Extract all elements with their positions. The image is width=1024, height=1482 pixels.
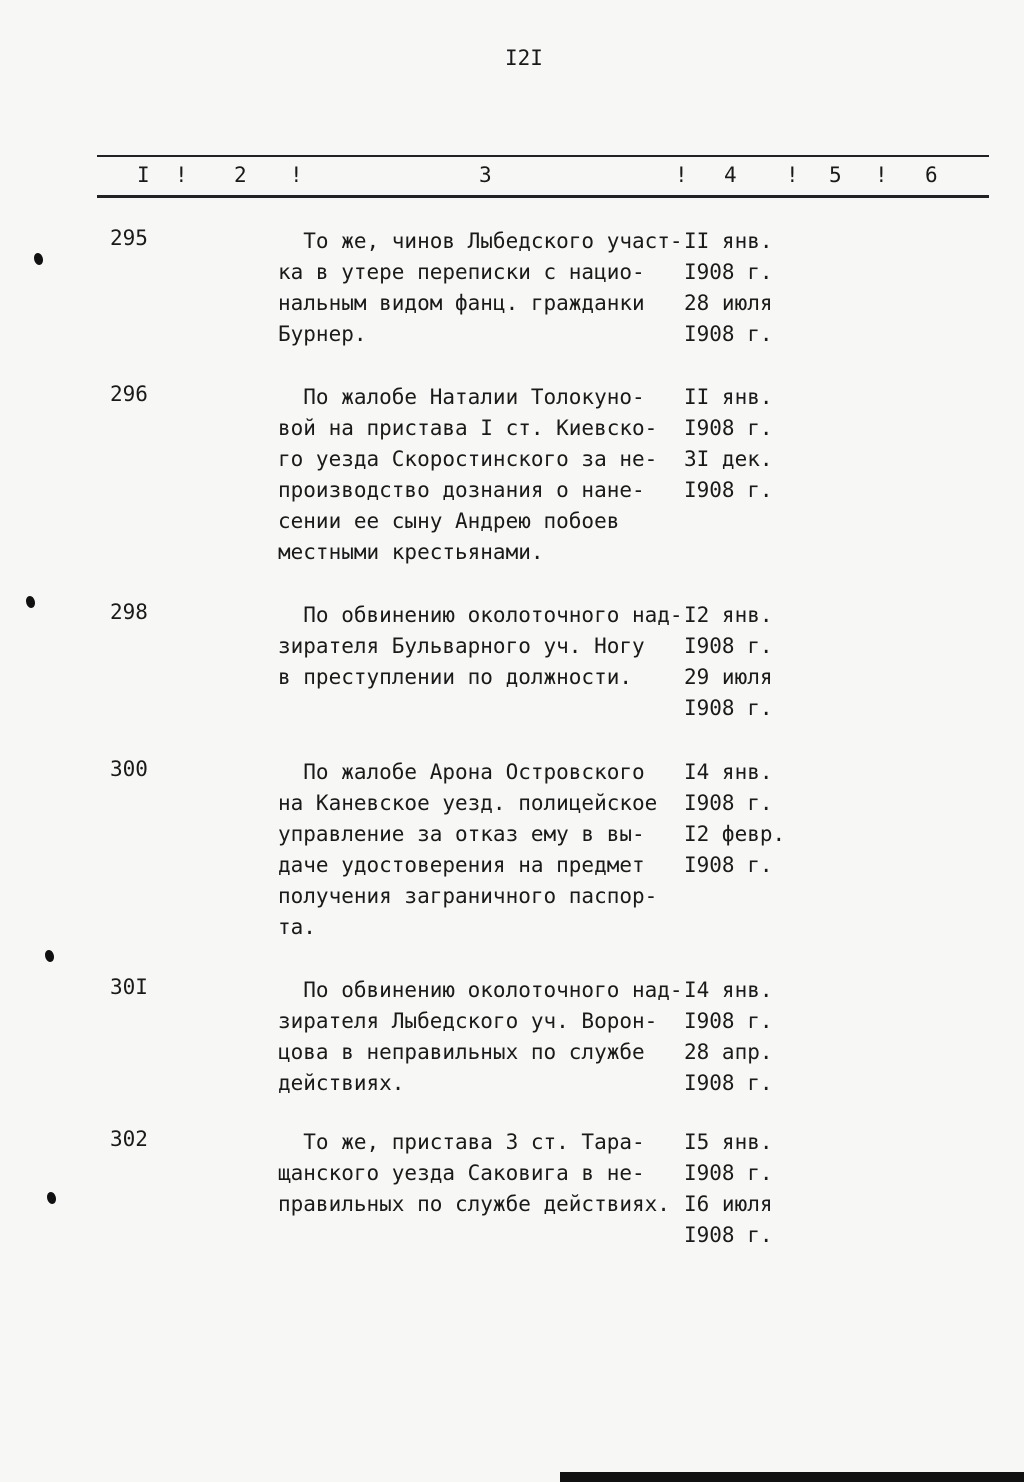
text-line: на Каневское уезд. полицейское [278, 791, 658, 815]
text-line: По обвинению околоточного над- [278, 603, 683, 627]
date-line: I908 г. [684, 791, 773, 815]
text-line: Бурнер. [278, 322, 367, 346]
text-line: По обвинению околоточного над- [278, 978, 683, 1002]
record-number: 296 [110, 382, 148, 406]
column-header-5: 5 [829, 163, 842, 187]
record-description [278, 1127, 688, 1251]
table-header-rule [97, 195, 989, 198]
text-line: То же, чинов Лыбедского участ- [278, 229, 683, 253]
scan-edge [560, 1472, 1024, 1482]
date-line: I4 янв. [684, 978, 773, 1002]
date-line: I908 г. [684, 696, 773, 720]
record-number: 300 [110, 757, 148, 781]
date-line: I908 г. [684, 416, 773, 440]
text-line: в преступлении по должности. [278, 665, 633, 689]
date-line: I908 г. [684, 1223, 773, 1247]
date-line: I908 г. [684, 853, 773, 877]
column-header-row [0, 163, 1024, 191]
date-line: II янв. [684, 229, 773, 253]
record-number: 302 [110, 1127, 148, 1151]
column-separator: ! [675, 163, 688, 187]
text-line: производство дознания о нане- [278, 478, 645, 502]
record-description [278, 757, 688, 943]
record-number: 298 [110, 600, 148, 624]
text-line: правильных по службе действиях. [278, 1192, 670, 1216]
text-line: управление за отказ ему в вы- [278, 822, 645, 846]
record-description [278, 382, 688, 568]
text-line: По жалобе Наталии Толокуно- [278, 385, 645, 409]
text-line [278, 1220, 688, 1251]
record-description [278, 600, 688, 693]
page-number: I2I [505, 46, 543, 70]
text-line: ка в утере переписки с нацио- [278, 260, 645, 284]
text-line: щанского уезда Саковига в не- [278, 1161, 645, 1185]
record-dates [684, 1127, 794, 1251]
date-line: 28 апр. [684, 1040, 773, 1064]
date-line: I908 г. [684, 1071, 773, 1095]
record-number: 295 [110, 226, 148, 250]
text-line: та. [278, 915, 316, 939]
date-line: I908 г. [684, 1009, 773, 1033]
text-line: вой на пристава I ст. Киевско- [278, 416, 658, 440]
date-line: I908 г. [684, 478, 773, 502]
record-number: 30I [110, 975, 148, 999]
table-top-rule [97, 155, 989, 157]
date-line: 28 июля [684, 291, 773, 315]
text-line: получения заграничного паспор- [278, 884, 658, 908]
date-line: I5 янв. [684, 1130, 773, 1154]
column-separator: ! [290, 163, 303, 187]
date-line: I908 г. [684, 634, 773, 658]
text-line: нальным видом фанц. гражданки [278, 291, 645, 315]
date-line: 3I дек. [684, 447, 773, 471]
column-separator: ! [875, 163, 888, 187]
text-line: местными крестьянами. [278, 540, 544, 564]
date-line: I2 янв. [684, 603, 773, 627]
record-description [278, 226, 688, 350]
hole-punch-mark [45, 950, 54, 962]
record-dates [684, 382, 794, 506]
date-line: I4 янв. [684, 760, 773, 784]
date-line: 29 июля [684, 665, 773, 689]
column-header-1: I [137, 163, 150, 187]
column-separator: ! [786, 163, 799, 187]
record-dates [684, 600, 794, 724]
hole-punch-mark [26, 596, 35, 608]
date-line: I6 июля [684, 1192, 773, 1216]
text-line: даче удостоверения на предмет [278, 853, 645, 877]
text-line: действиях. [278, 1071, 405, 1095]
text-line: зирателя Лыбедского уч. Ворон- [278, 1009, 658, 1033]
date-line: I908 г. [684, 260, 773, 284]
hole-punch-mark [34, 253, 43, 265]
record-dates [684, 226, 794, 350]
hole-punch-mark [47, 1192, 56, 1204]
date-line: II янв. [684, 385, 773, 409]
text-line: То же, пристава 3 ст. Тара- [278, 1130, 645, 1154]
text-line: цова в неправильных по службе [278, 1040, 645, 1064]
record-description [278, 975, 688, 1099]
text-line: сении ее сыну Андрею побоев [278, 509, 620, 533]
record-dates [684, 975, 794, 1099]
column-separator: ! [175, 163, 188, 187]
text-line: зирателя Бульварного уч. Ногу [278, 634, 645, 658]
column-header-4: 4 [724, 163, 737, 187]
date-line: I908 г. [684, 322, 773, 346]
text-line: По жалобе Арона Островского [278, 760, 645, 784]
column-header-6: 6 [925, 163, 938, 187]
text-line: го уезда Скоростинского за не- [278, 447, 658, 471]
date-line: I2 февр. [684, 822, 786, 846]
column-header-3: 3 [479, 163, 492, 187]
column-header-2: 2 [234, 163, 247, 187]
date-line: I908 г. [684, 1161, 773, 1185]
record-dates [684, 757, 794, 881]
